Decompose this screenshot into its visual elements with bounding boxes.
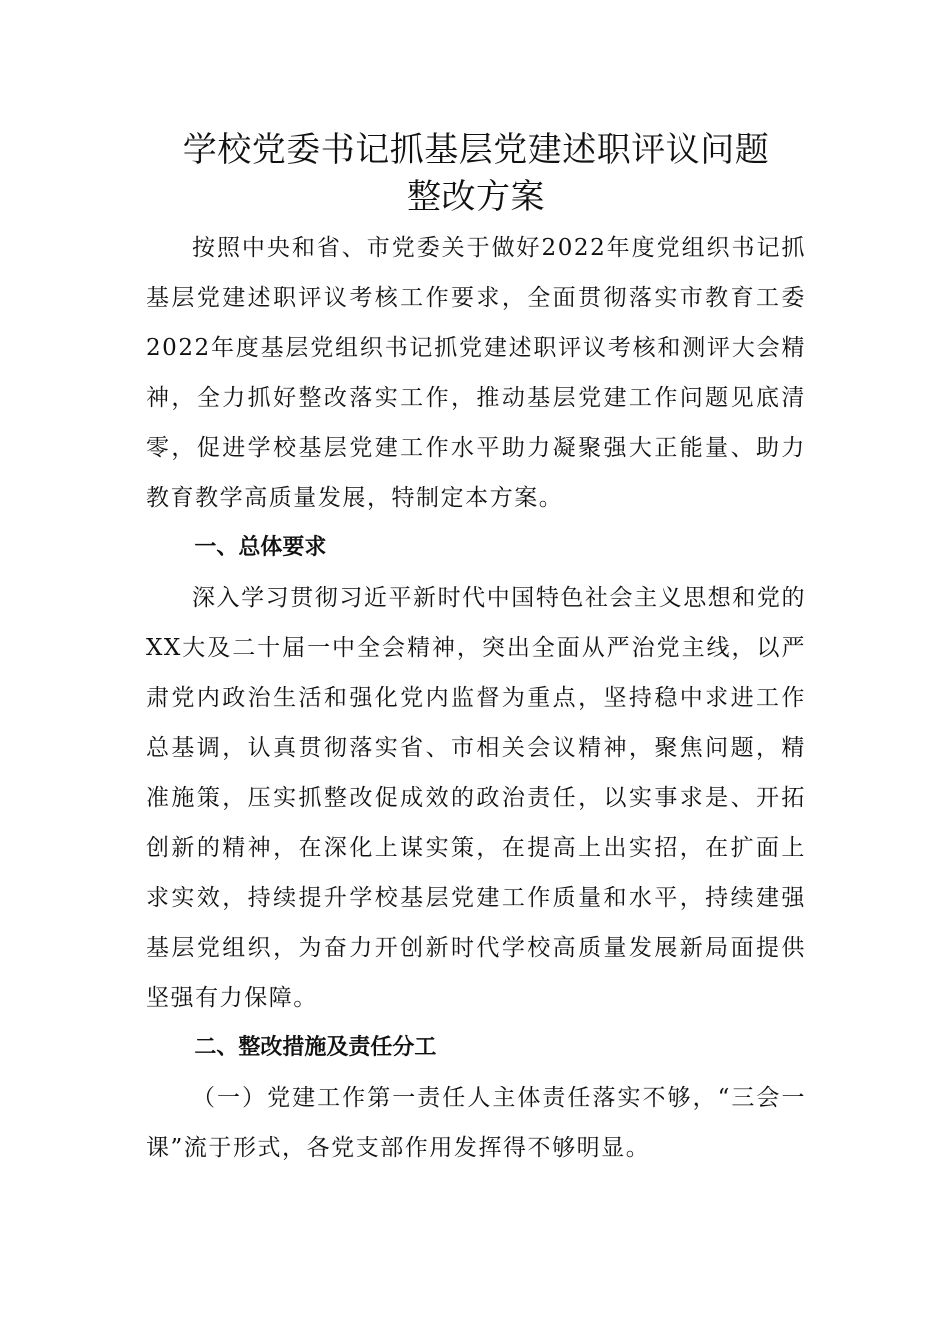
intro-paragraph: 按照中央和省、市党委关于做好2022年度党组织书记抓基层党建述职评议考核工作要求，全面贯彻落实市教育工委2022年度基层党组织书记抓党建述职评议考核和测评大会精神，全力抓好整改落实工作，推动基层党建工作问题见底清零，促进学校基层党建工作水平助力凝聚强大正能量、助力教育教学高质量发展，特制定本方案。	[146, 235, 806, 511]
general-requirements-paragraph: 深入学习贯彻习近平新时代中国特色社会主义思想和党的XX大及二十届一中全会精神，突出全面从严治党主线，以严肃党内政治生活和强化党内监督为重点，坚持稳中求进工作总基调，认真贯彻落实省、市相关会议精神，聚焦问题，精准施策，压实抓整改促成效的政治责任，以实事求是、开拓创新的精神，在深化上谋实策，在提高上出实招，在扩面上求实效，持续提升学校基层党建工作质量和水平，持续建强基层党组织，为奋力开创新时代学校高质量发展新局面提供坚强有力保障。	[146, 585, 806, 1011]
document-page	[146, 128, 806, 1173]
title-line-2: 整改方案	[407, 177, 545, 217]
rectification-item-1: （一）党建工作第一责任人主体责任落实不够，“三会一课”流于形式，各党支部作用发挥得不够明显。	[146, 1085, 806, 1161]
section-heading-general-requirements: 一、总体要求	[194, 535, 327, 560]
document-title	[146, 128, 806, 219]
section-heading-rectification-measures: 二、整改措施及责任分工	[194, 1035, 437, 1060]
title-line-1: 学校党委书记抓基层党建述职评议问题	[182, 130, 770, 170]
